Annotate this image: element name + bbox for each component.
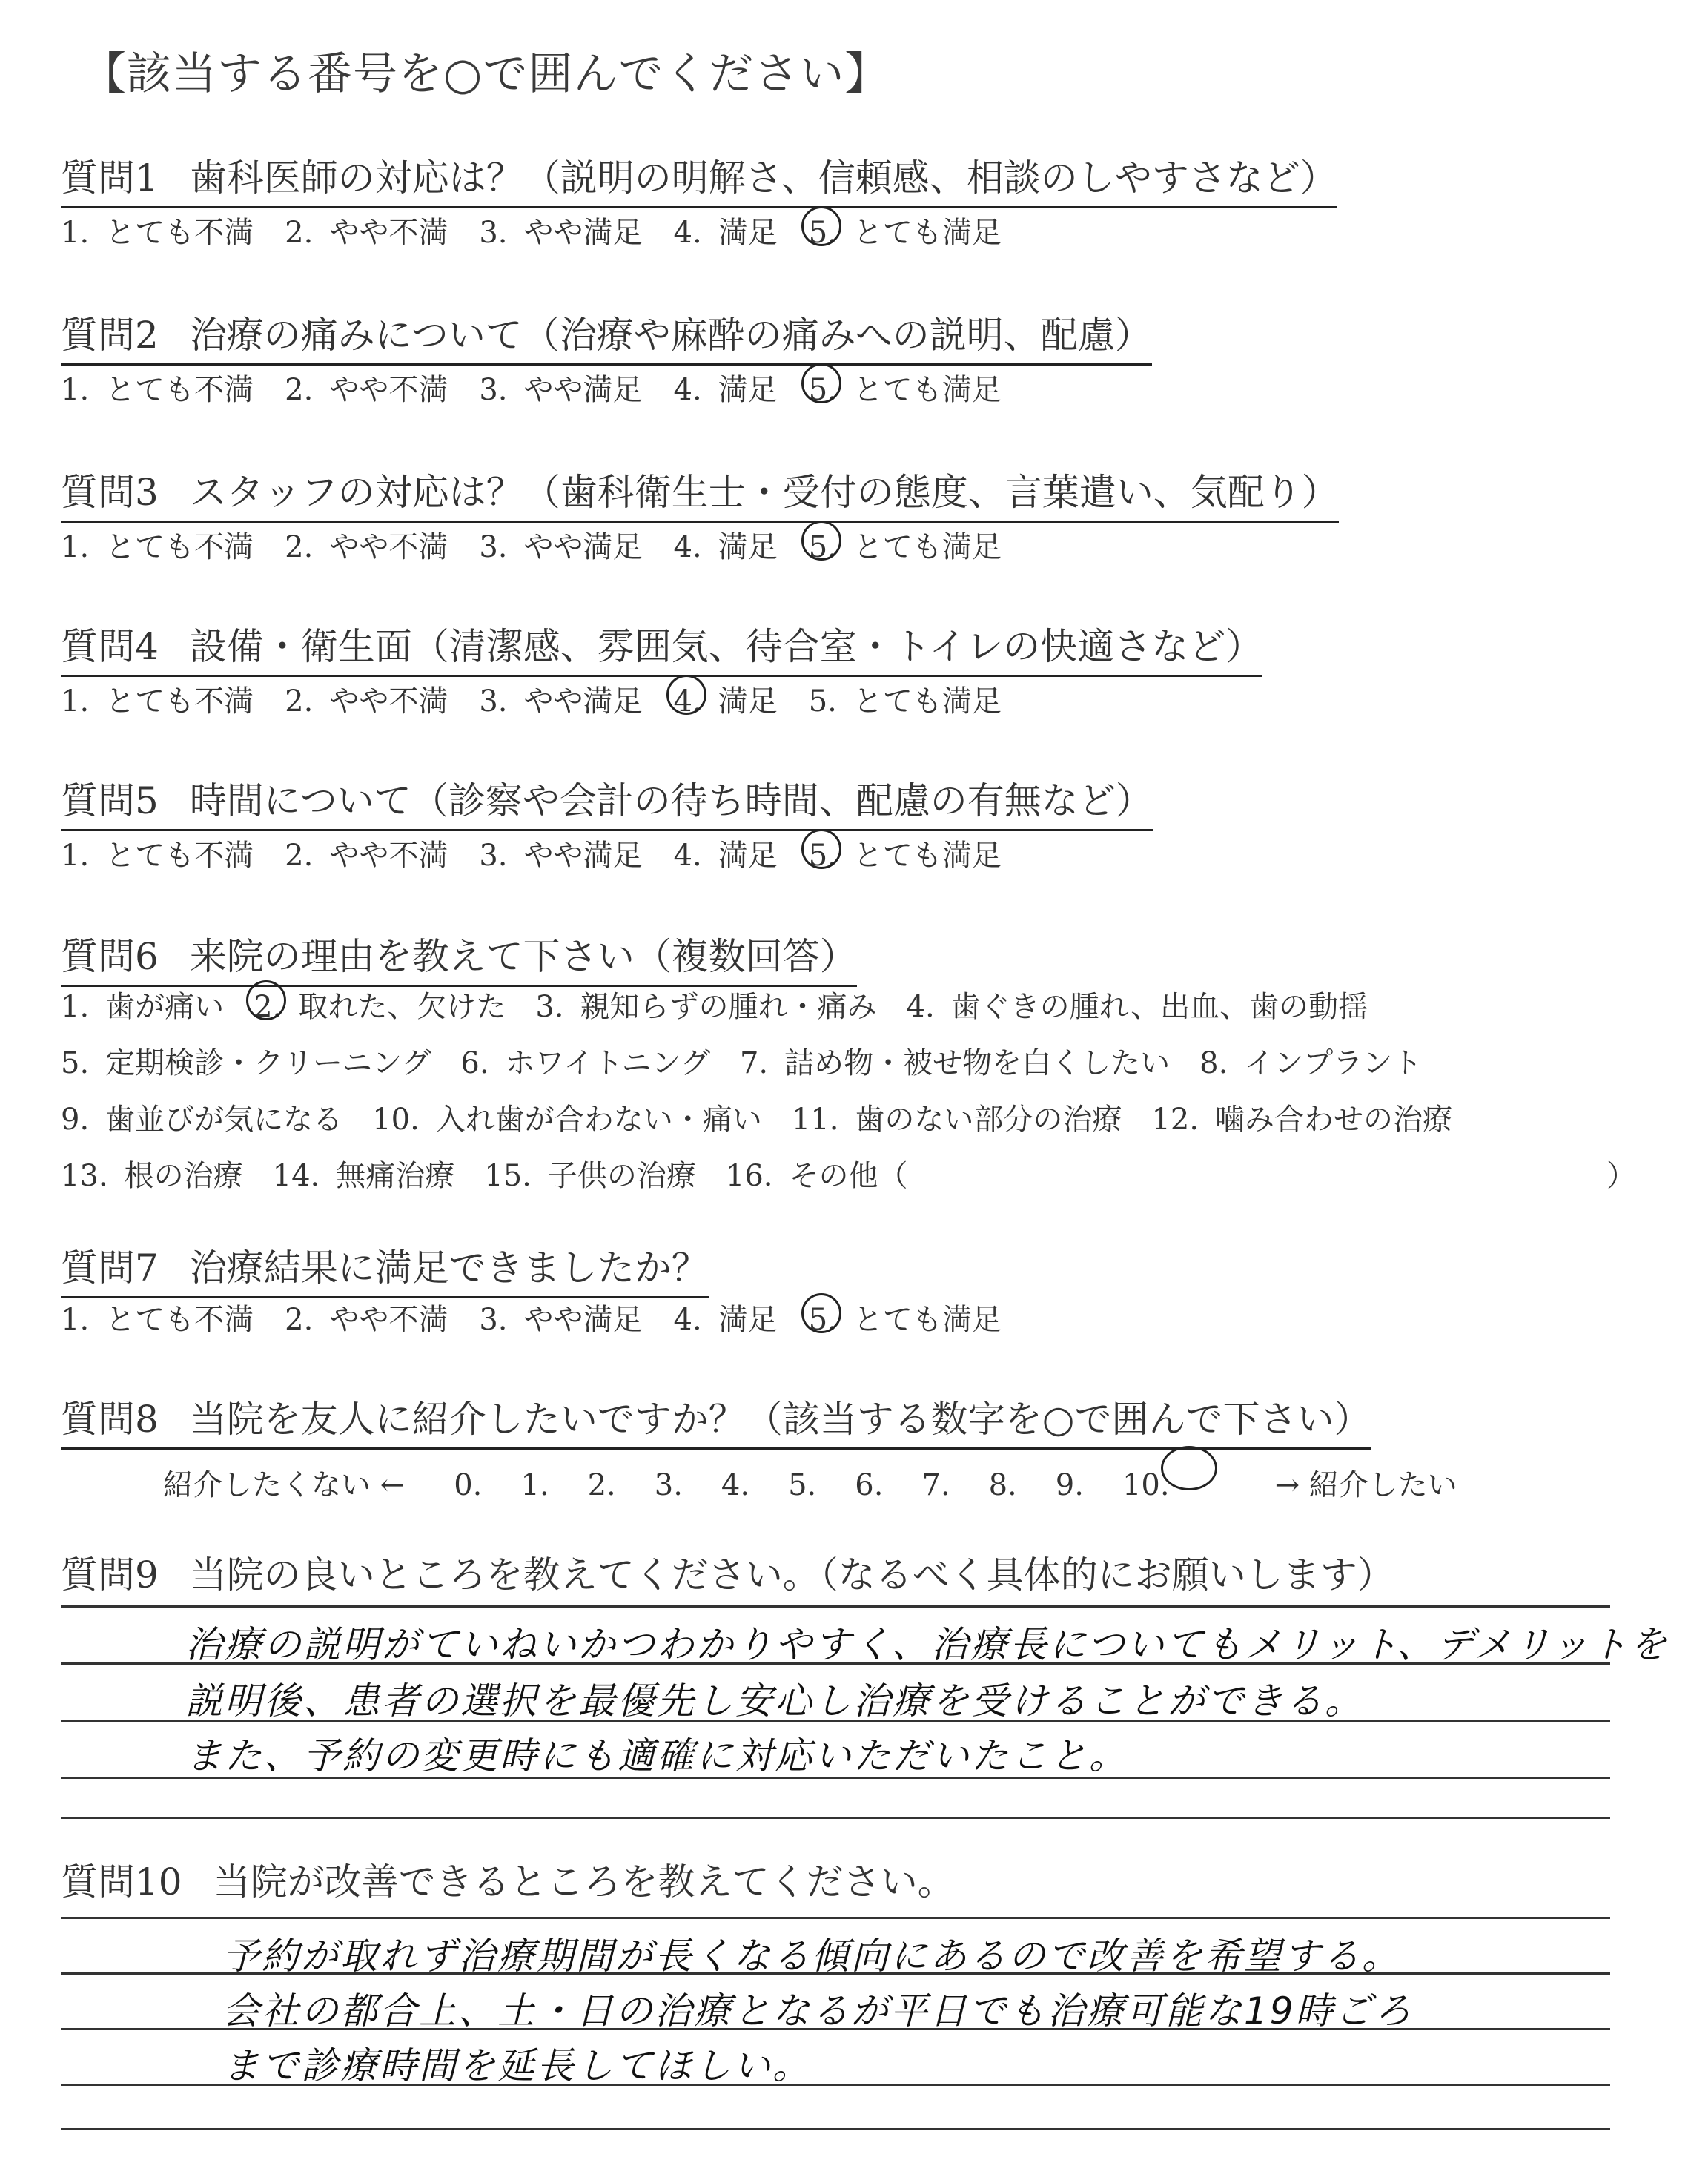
rating-option[interactable] [61, 209, 254, 251]
reason-option[interactable] [1151, 1096, 1452, 1138]
rating-option-number: 5. [808, 839, 837, 873]
rating-option[interactable] [285, 366, 448, 409]
rating-option[interactable] [809, 1296, 1002, 1338]
question-3-text: スタッフの対応は？（歯科衛生士・受付の態度、言葉遣い、気配り） [189, 471, 1339, 514]
q10-answer-line-1: 予約が取れず治療期間が長くなる傾向にあるので改善を希望する。 [222, 1935, 1401, 1978]
question-10-title [61, 1852, 955, 1910]
rating-option-label: とても不満 [105, 839, 254, 873]
reason-label: 詰め物・被せ物を白くしたい [784, 1046, 1171, 1080]
reason-label: 無痛治療 [336, 1159, 455, 1193]
rating-option-number: 4. [673, 530, 702, 564]
question-2-number: 質問2 [61, 314, 159, 357]
rating-option[interactable] [61, 678, 254, 720]
reason-option[interactable] [726, 1152, 908, 1195]
rating-option-label: 満足 [718, 839, 778, 873]
reason-option[interactable] [740, 1040, 1170, 1082]
rating-option-label: とても不満 [105, 1303, 254, 1337]
rating-option-number: 3. [479, 1303, 508, 1337]
rating-option-label: やや不満 [329, 373, 448, 407]
rating-option-number: 3. [479, 216, 508, 250]
reason-option[interactable] [372, 1096, 762, 1138]
question-1-text: 歯科医師の対応は？（説明の明解さ、信頼感、相談のしやすさなど） [189, 156, 1337, 199]
reason-option[interactable] [61, 1096, 342, 1138]
rating-option-number: 4. [673, 839, 702, 873]
rating-option-label: とても不満 [105, 530, 254, 564]
answer-line [61, 1917, 1610, 1919]
rating-option-label: やや不満 [329, 216, 448, 250]
scale-option[interactable]: 8. [988, 1468, 1017, 1502]
rating-option-label: やや満足 [523, 839, 643, 873]
rating-option-label: とても不満 [105, 216, 254, 250]
question-1-title [61, 148, 1337, 208]
reason-option[interactable] [460, 1040, 710, 1082]
reason-row [61, 983, 1482, 1040]
reason-number: 14. [272, 1159, 320, 1193]
rating-option-label: やや不満 [329, 530, 448, 564]
rating-option-number: 5. [808, 373, 837, 407]
question-9-title [61, 1545, 1394, 1603]
rating-option-number: 5. [808, 216, 837, 250]
reason-number: 13. [61, 1159, 108, 1193]
question-5-text: 時間について（診察や会計の待ち時間、配慮の有無など） [189, 779, 1153, 822]
rating-option[interactable] [809, 678, 1002, 720]
reason-number: 11. [791, 1103, 839, 1137]
reason-option[interactable] [61, 1040, 431, 1082]
answer-line [61, 2128, 1610, 2130]
reason-label: その他（ [789, 1159, 908, 1193]
rating-option[interactable] [61, 1296, 254, 1338]
rating-option-number: 1. [61, 1303, 90, 1337]
reason-label: 子供の治療 [547, 1159, 696, 1193]
question-7-number: 質問7 [61, 1246, 159, 1289]
reason-number: 10. [372, 1103, 420, 1137]
rating-option-number: 1. [61, 684, 90, 719]
rating-option-label: やや不満 [329, 839, 448, 873]
rating-option[interactable] [479, 832, 642, 874]
reason-label: 歯が痛い [105, 990, 225, 1024]
rating-option-label: やや不満 [329, 684, 448, 719]
rating-option-number: 2. [285, 839, 314, 873]
question-4-options [61, 678, 1033, 720]
scale-option[interactable]: 5. [788, 1468, 817, 1502]
q9-answer-line-2: 説明後、患者の選択を最優先し安心し治療を受けることができる。 [185, 1680, 1364, 1723]
rating-option-number: 1. [61, 530, 90, 564]
reason-label: 噛み合わせの治療 [1215, 1103, 1453, 1137]
rating-option-label: 満足 [718, 684, 778, 719]
q10-answer-line-3: まで診療時間を延長してほしい。 [222, 2044, 812, 2087]
rating-option-number: 2. [285, 373, 314, 407]
reason-number: 12. [1151, 1103, 1199, 1137]
question-2-options [61, 366, 1033, 409]
rating-option[interactable] [809, 524, 1002, 566]
rating-option[interactable] [674, 524, 778, 566]
answer-line [61, 1817, 1610, 1819]
rating-option-label: やや満足 [523, 216, 643, 250]
reason-number: 1. [61, 990, 90, 1024]
reason-label: 歯並びが気になる [105, 1103, 343, 1137]
rating-option-label: 満足 [718, 530, 778, 564]
answer-line [61, 1605, 1610, 1608]
other-close-paren: ） [1606, 1159, 1636, 1193]
rating-option-number: 4. [673, 684, 702, 719]
reason-label: 入れ歯が合わない・痛い [435, 1103, 762, 1137]
rating-option-label: やや満足 [523, 530, 643, 564]
rating-option[interactable] [61, 832, 254, 874]
question-5-title [61, 771, 1153, 831]
rating-option-label: とても満足 [853, 684, 1002, 719]
question-2-title [61, 305, 1152, 366]
rating-option-label: とても満足 [853, 1303, 1002, 1337]
reason-number: 15. [484, 1159, 532, 1193]
reason-number: 3. [535, 990, 564, 1024]
reason-number: 6. [460, 1046, 489, 1080]
reason-option[interactable] [907, 983, 1368, 1025]
question-7-options [61, 1296, 1033, 1338]
question-6-text: 来院の理由を教えて下さい（複数回答） [189, 935, 857, 978]
reason-label: インプラント [1244, 1046, 1423, 1080]
q9-answer-line-3: また、予約の変更時にも適確に対応いただいたこと。 [185, 1734, 1128, 1777]
rating-option[interactable] [809, 366, 1002, 409]
question-7-title [61, 1238, 709, 1298]
rating-option[interactable] [674, 366, 778, 409]
question-6-reasons [61, 983, 1636, 1209]
question-4-text: 設備・衛生面（清潔感、雰囲気、待合室・トイレの快適さなど） [189, 625, 1263, 668]
scale-option[interactable]: 10. [1122, 1450, 1226, 1502]
selection-circle [1161, 1446, 1217, 1490]
reason-option[interactable] [254, 983, 506, 1025]
rating-option[interactable] [61, 366, 254, 409]
question-1-number: 質問1 [61, 156, 159, 199]
rating-option-label: とても満足 [853, 216, 1002, 250]
scale-option[interactable]: 0. [454, 1468, 483, 1502]
reason-row [61, 1096, 1482, 1152]
question-9-number: 質問9 [61, 1553, 159, 1596]
reason-number: 2. [254, 990, 282, 1024]
question-6-title [61, 927, 857, 987]
reason-number: 4. [906, 990, 935, 1024]
question-10-number: 質問10 [61, 1860, 182, 1903]
question-1-options [61, 209, 1033, 251]
rating-option[interactable] [479, 678, 642, 720]
rating-option-number: 1. [61, 216, 90, 250]
scale-option[interactable]: 4. [721, 1468, 750, 1502]
rating-option-number: 1. [61, 839, 90, 873]
reason-row [61, 1152, 1636, 1209]
reason-label: 取れた、欠けた [298, 990, 506, 1024]
question-5-number: 質問5 [61, 779, 159, 822]
rating-option-number: 5. [808, 530, 837, 564]
reason-number: 9. [61, 1103, 90, 1137]
reason-label: 根の治療 [124, 1159, 243, 1193]
rating-option[interactable] [285, 678, 448, 720]
rating-option-number: 2. [285, 684, 314, 719]
question-6-number: 質問6 [61, 935, 159, 978]
reason-option[interactable] [1199, 1040, 1422, 1082]
reason-option[interactable] [61, 983, 224, 1025]
question-5-options [61, 832, 1033, 874]
rating-option[interactable] [285, 209, 448, 251]
reason-option[interactable] [535, 983, 876, 1025]
rating-option-label: とても不満 [105, 684, 254, 719]
reason-label: 親知らずの腫れ・痛み [580, 990, 877, 1024]
rating-option-number: 5. [808, 1303, 837, 1337]
rating-option[interactable] [479, 209, 642, 251]
question-8-number: 質問8 [61, 1398, 159, 1441]
q10-answer-line-2: 会社の都合上、土・日の治療となるが平日でも治療可能な19時ごろ [222, 1989, 1414, 2032]
rating-option-number: 3. [479, 684, 508, 719]
rating-option[interactable] [285, 832, 448, 874]
rating-option-number: 3. [479, 530, 508, 564]
rating-option-label: とても満足 [853, 839, 1002, 873]
reason-row [61, 1040, 1482, 1096]
scale-right-label: → 紹介したい [1274, 1468, 1457, 1502]
rating-option[interactable] [674, 1296, 778, 1338]
rating-option-number: 4. [673, 373, 702, 407]
rating-option-number: 2. [285, 1303, 314, 1337]
question-3-number: 質問3 [61, 471, 159, 514]
rating-option-number: 4. [673, 216, 702, 250]
rating-option[interactable] [809, 209, 1002, 251]
scale-option[interactable]: 7. [921, 1468, 950, 1502]
question-3-options [61, 524, 1033, 566]
rating-option[interactable] [809, 832, 1002, 874]
rating-option[interactable] [479, 366, 642, 409]
rating-option-label: 満足 [718, 216, 778, 250]
rating-option-number: 5. [808, 684, 837, 719]
rating-option[interactable] [674, 209, 778, 251]
rating-option-label: 満足 [718, 373, 778, 407]
rating-option-label: とても満足 [853, 530, 1002, 564]
rating-option[interactable] [285, 524, 448, 566]
rating-option-label: 満足 [718, 1303, 778, 1337]
rating-option-label: とても満足 [853, 373, 1002, 407]
reason-label: 歯ぐきの腫れ、出血、歯の動揺 [950, 990, 1368, 1024]
scale-option[interactable]: 9. [1055, 1468, 1084, 1502]
rating-option-number: 2. [285, 216, 314, 250]
scale-left-label: 紹介したくない ← [163, 1468, 406, 1502]
q9-answer-line-1: 治療の説明がていねいかつわかりやすく、治療長についてもメリット、デメリットを [185, 1623, 1669, 1666]
rating-option-number: 1. [61, 373, 90, 407]
question-3-title [61, 463, 1339, 523]
reason-label: 歯のない部分の治療 [855, 1103, 1122, 1137]
reason-number: 16. [725, 1159, 773, 1193]
question-8-scale [163, 1450, 1457, 1504]
rating-option-label: やや不満 [329, 1303, 448, 1337]
question-7-text: 治療結果に満足できましたか？ [189, 1246, 709, 1289]
rating-option-label: やや満足 [523, 373, 643, 407]
rating-option-label: やや満足 [523, 1303, 643, 1337]
reason-number: 7. [739, 1046, 769, 1080]
rating-option-number: 4. [673, 1303, 702, 1337]
rating-option[interactable] [285, 1296, 448, 1338]
reason-option[interactable] [792, 1096, 1122, 1138]
reason-option[interactable] [273, 1152, 455, 1195]
rating-option-label: とても不満 [105, 373, 254, 407]
rating-option-number: 2. [285, 530, 314, 564]
rating-option[interactable] [479, 1296, 642, 1338]
form-header: 【該当する番号を○で囲んでください】 [82, 48, 890, 100]
scale-option[interactable]: 1. [520, 1468, 549, 1502]
scale-option[interactable]: 6. [855, 1468, 884, 1502]
reason-number: 5. [61, 1046, 90, 1080]
reason-label: ホワイトニング [505, 1046, 710, 1080]
reason-option[interactable] [61, 1152, 243, 1195]
scale-option[interactable]: 2. [587, 1468, 616, 1502]
reason-label: 定期検診・クリーニング [105, 1046, 431, 1080]
rating-option-number: 3. [479, 839, 508, 873]
question-2-text: 治療の痛みについて（治療や麻酔の痛みへの説明、配慮） [189, 314, 1152, 357]
rating-option-label: やや満足 [523, 684, 643, 719]
rating-option[interactable] [61, 524, 254, 566]
reason-number: 8. [1199, 1046, 1228, 1080]
rating-option[interactable] [674, 678, 778, 720]
question-8-text: 当院を友人に紹介したいですか？（該当する数字を○で囲んで下さい） [189, 1398, 1371, 1441]
reason-option[interactable] [484, 1152, 696, 1195]
question-9-text: 当院の良いところを教えてください。（なるべく具体的にお願いします） [189, 1553, 1394, 1596]
scale-option[interactable]: 3. [654, 1468, 683, 1502]
rating-option[interactable] [479, 524, 642, 566]
question-4-number: 質問4 [61, 625, 159, 668]
rating-option-number: 3. [479, 373, 508, 407]
question-10-text: 当院が改善できるところを教えてください。 [213, 1860, 955, 1903]
question-8-title [61, 1390, 1371, 1450]
rating-option[interactable] [674, 832, 778, 874]
question-4-title [61, 617, 1262, 677]
